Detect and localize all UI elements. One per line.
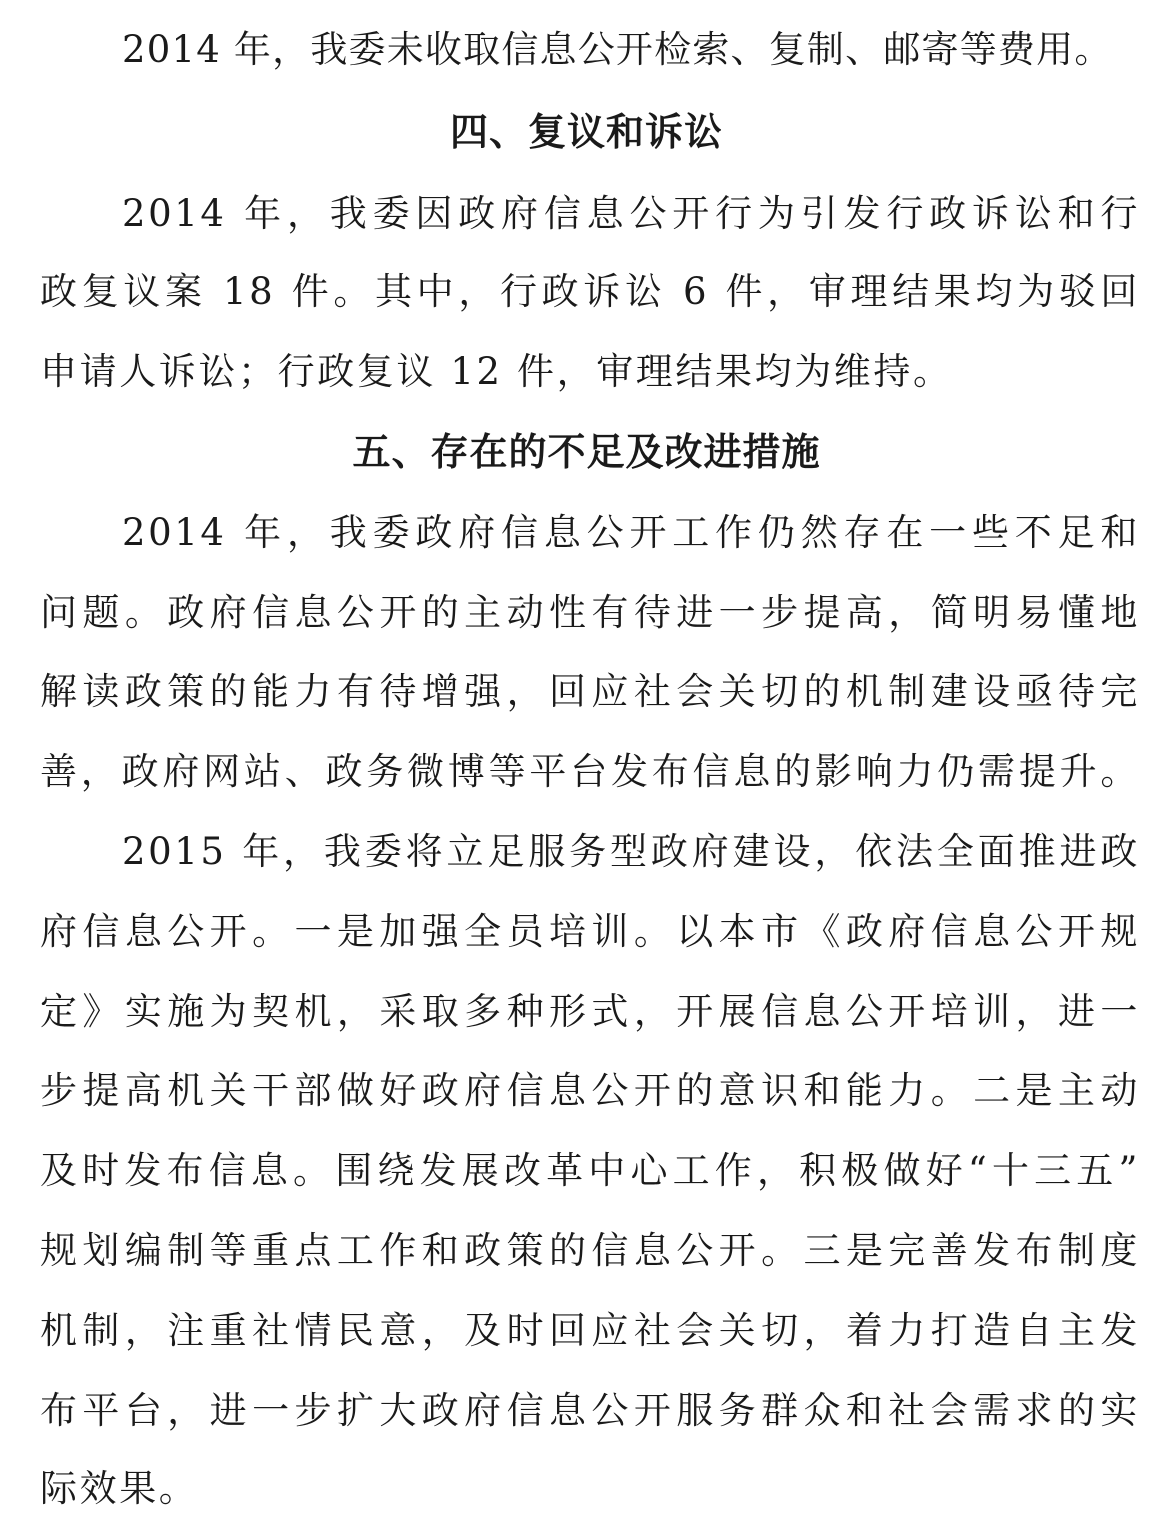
section-4-p1-line-1: 2014 年，我委因政府信息公开行为引发行政诉讼和行 xyxy=(122,192,1140,235)
section-5-p2-line-8: 布平台，进一步扩大政府信息公开服务群众和社会需求的实 xyxy=(40,1389,1140,1432)
fee-statement-line: 2014 年，我委未收取信息公开检索、复制、邮寄等费用。 xyxy=(122,28,1113,71)
section-5-p2-line-5: 及时发布信息。围绕发展改革中心工作，积极做好“十三五” xyxy=(40,1149,1140,1192)
section-5-p2-line-9: 际效果。 xyxy=(40,1467,199,1510)
section-5-p2-line-1: 2015 年，我委将立足服务型政府建设，依法全面推进政 xyxy=(122,830,1140,873)
section-5-p2-line-3: 定》实施为契机，采取多种形式，开展信息公开培训，进一 xyxy=(40,990,1140,1033)
section-5-p1-line-2: 问题。政府信息公开的主动性有待进一步提高，简明易懂地 xyxy=(40,591,1140,634)
section-5-p1-line-1: 2014 年，我委政府信息公开工作仍然存在一些不足和 xyxy=(122,511,1140,554)
section-5-p2-line-7: 机制，注重社情民意，及时回应社会关切，着力打造自主发 xyxy=(40,1309,1140,1352)
section-4-heading: 四、复议和诉讼 xyxy=(449,110,723,154)
section-5-p2-line-2: 府信息公开。一是加强全员培训。以本市《政府信息公开规 xyxy=(40,910,1140,953)
section-5-p2-line-6: 规划编制等重点工作和政策的信息公开。三是完善发布制度 xyxy=(40,1229,1140,1272)
section-5-p2-line-4: 步提高机关干部做好政府信息公开的意识和能力。二是主动 xyxy=(40,1069,1140,1112)
section-5-p1-line-3: 解读政策的能力有待增强，回应社会关切的机制建设亟待完 xyxy=(40,670,1140,713)
section-4-p1-line-3: 申请人诉讼；行政复议 12 件，审理结果均为维持。 xyxy=(40,350,953,393)
section-5-heading: 五、存在的不足及改进措施 xyxy=(352,430,821,474)
section-4-p1-line-2: 政复议案 18 件。其中，行政诉讼 6 件，审理结果均为驳回 xyxy=(40,270,1140,313)
section-5-p1-line-4: 善，政府网站、政务微博等平台发布信息的影响力仍需提升。 xyxy=(40,750,1140,793)
